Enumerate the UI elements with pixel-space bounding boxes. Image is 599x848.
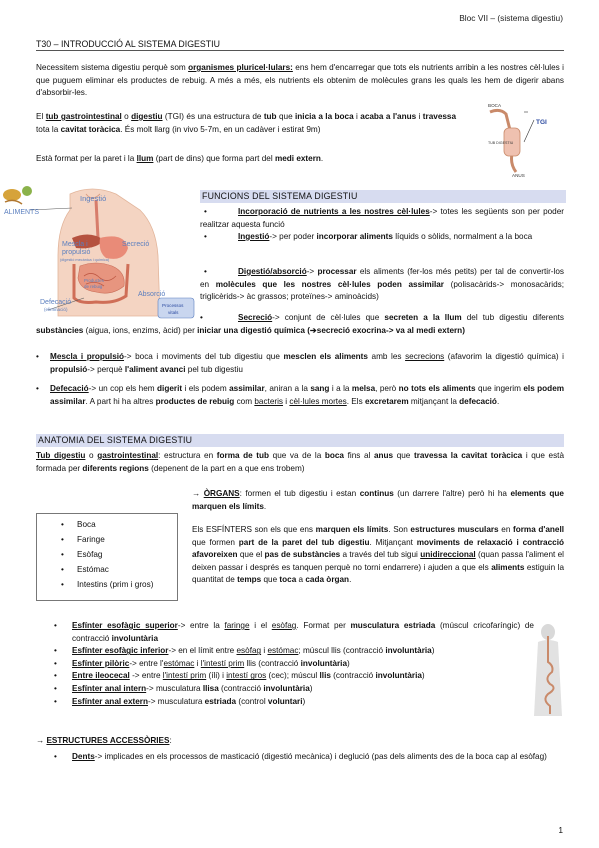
esfinter-item: • Entre ileocecal -> entre l'intestí prim (íli) i intestí gros (cec); múscul llis (contracció involuntària) bbox=[54, 671, 425, 681]
esophagus-shape bbox=[96, 200, 98, 238]
tgi-label-tgi: TGI bbox=[536, 119, 547, 126]
intro-paragraph-2: El tub gastrointestinal o digestiu (TGI) és una estructura de tub que inicia a la boca i acaba a l'anus i travessa tota la cavitat toràcica. És molt llarg (in vivo 5-7m, en un cadàver i estirat 9m) bbox=[36, 112, 457, 134]
tgi-diagram-figure bbox=[482, 98, 566, 178]
esfinter-item: • Esfínter anal intern-> musculatura llisa (contracció involuntària) bbox=[54, 683, 313, 693]
organ-item: • Intestins (prim i gros) bbox=[37, 577, 177, 592]
label-defecacio: Defecació bbox=[40, 299, 72, 306]
organs-paragraph: → ÒRGANS: formen el tub digestiu i estan continus (un darrere l'altre) però hi ha elements que marquen els límits. bbox=[192, 489, 564, 511]
section-heading-funcions: FUNCIONS DEL SISTEMA DIGESTIU bbox=[200, 190, 566, 203]
title-divider bbox=[36, 50, 564, 51]
label-mescla: Mescla i bbox=[62, 241, 88, 248]
esfinter-item: • Esfínter esofàgic superior-> entre la faringe i el esòfag. Format per musculatura estriada (múscul cricofaríngic) de contracció involuntària bbox=[54, 621, 534, 643]
label-productes: Productes bbox=[84, 278, 104, 283]
esfinters-paragraph: Els ESFÍNTERS son els que ens marquen els límits. Son estructures musculars en forma d'anell que formen part de la paret del tub digestiu. Mitjançant moviments de relaxació i contracció afavoreixen que el pas de substàncies a través del tub sigui unidireccional (quan passa l'aliment el deixen passar i després es tanquen perquè no torni endarrere) i ajuden a que els aliments estiguin la quantitat de temps que toca a cada òrgan. bbox=[192, 525, 565, 585]
food-icon bbox=[3, 189, 21, 201]
label-absorcio: Absorció bbox=[138, 291, 166, 298]
esfinters-list bbox=[54, 620, 534, 708]
esfinter-item: • Esfínter anal extern-> musculatura estriada (control voluntari) bbox=[54, 696, 306, 706]
accessories-heading: → ESTRUCTURES ACCESSÒRIES: bbox=[36, 736, 172, 745]
page-title: T30 – INTRODUCCIÓ AL SISTEMA DIGESTIU bbox=[36, 39, 220, 49]
accessories-item-dents: • Dents-> implicades en els processos de masticació (digestió mecànica) i deglució (pas dels aliments des de la boca cap al esòfag) bbox=[54, 752, 547, 761]
label-digestio-mec: (digestió mecànica i química) bbox=[60, 258, 110, 262]
tgi-label-anus: ANUS bbox=[512, 173, 525, 178]
organ-item: • Faringe bbox=[37, 532, 177, 547]
label-aliments: ALIMENTS bbox=[4, 209, 40, 216]
body-silhouette-figure bbox=[532, 622, 570, 718]
label-eliminacio: (eliminació) bbox=[44, 307, 68, 312]
label-rebuig: de rebuig bbox=[84, 284, 103, 289]
function-item-defecacio: • Defecació-> un cop els hem digerit i els podem assimilar, aniran a la sang i a la melsa, però no tots els aliments que ingerim els podem assimilar. A part hi ha altres productes de rebuig com bacteris i cèl·lules mortes. Els excretarem mitjançant la defecació. bbox=[36, 384, 565, 406]
intro-paragraph-3: Està format per la paret i la llum (part de dins) que forma part del medi extern. bbox=[36, 154, 324, 163]
label-ingestio: Ingestió bbox=[80, 194, 107, 203]
organ-item: • Estómac bbox=[37, 562, 177, 577]
page-number: 1 bbox=[558, 825, 563, 835]
function-item-digestio: • Digestió/absorció-> processar els aliments (fer-los més petits) per tal de convertir-los en molècules que les nostres cèl·lules poden assimilar (polisacàrids-> monosacàrids; triglicèrids-> àc grassos; proteïnes-> aminoàcids) bbox=[200, 267, 564, 302]
section-heading-anatomia: ANATOMIA DEL SISTEMA DIGESTIU bbox=[36, 434, 564, 447]
anatomia-paragraph-1: Tub digestiu o gastrointestinal: estructura en forma de tub que va de la boca fins al anus que travessa la cavitat toràcica i que està formada per diferents regions (depenent de la part en a que ens trobem) bbox=[36, 451, 565, 473]
function-item-incorporacio-block: • Incorporació de nutrients a les nostres cèl·lules-> totes les següents son per poder realitzar aquesta funció bbox=[200, 207, 565, 229]
organ-item: • Boca bbox=[37, 517, 177, 532]
function-item-secrecio: • Secreció-> conjunt de cèl·lules que secreten a la llum del tub digestiu diferents substàncies (aigua, ions, enzims, àcid) per iniciar una digestió química (➔secreció exocrina-> va al medi extern) bbox=[36, 313, 565, 335]
label-processos: Processos bbox=[162, 303, 184, 308]
intro-paragraph-1: Necessitem sistema digestiu perquè som organismes pluricel·lulars: ens hem d'encarregar que tots els nutrients arribin a les nostres cèl·lules i que puguem eliminar els productes de rebuig. A més a més, els nutrients els obtenim de molècules grans les quals les hem de digerir abans d'absorbir-les. bbox=[36, 63, 564, 98]
function-item-ingestio: • Ingestió-> per poder incorporar aliments líquids o sòlids, normalment a la boca bbox=[204, 232, 533, 241]
label-propulsio: propulsió bbox=[62, 249, 91, 256]
tgi-label-small: TUB DIGESTIU bbox=[488, 141, 514, 145]
esfinter-item: • Esfínter pilòric-> entre l'estómac i l'intestí prim llis (contracció involuntària) bbox=[54, 658, 350, 668]
organs-box bbox=[36, 513, 178, 601]
digestive-functions-figure bbox=[0, 186, 198, 326]
label-secrecio: Secreció bbox=[122, 241, 150, 248]
esfinter-item: • Esfínter esofàgic inferior-> en el límit entre esòfag i estómac; múscul llis (contracció involuntària) bbox=[54, 646, 435, 656]
running-header: Bloc VII – (sistema digestiu) bbox=[459, 13, 563, 23]
function-item-mescla: • Mescla i propulsió-> boca i moviments del tub digestiu que mesclen els aliments amb les secrecions (afavorim la digestió química) i propulsió-> perquè l'aliment avanci pel tub digestiu bbox=[36, 352, 564, 374]
tgi-label-boca: BOCA bbox=[488, 103, 502, 108]
label-vitals: vitals bbox=[168, 310, 179, 315]
organ-item: • Esòfag bbox=[37, 547, 177, 562]
